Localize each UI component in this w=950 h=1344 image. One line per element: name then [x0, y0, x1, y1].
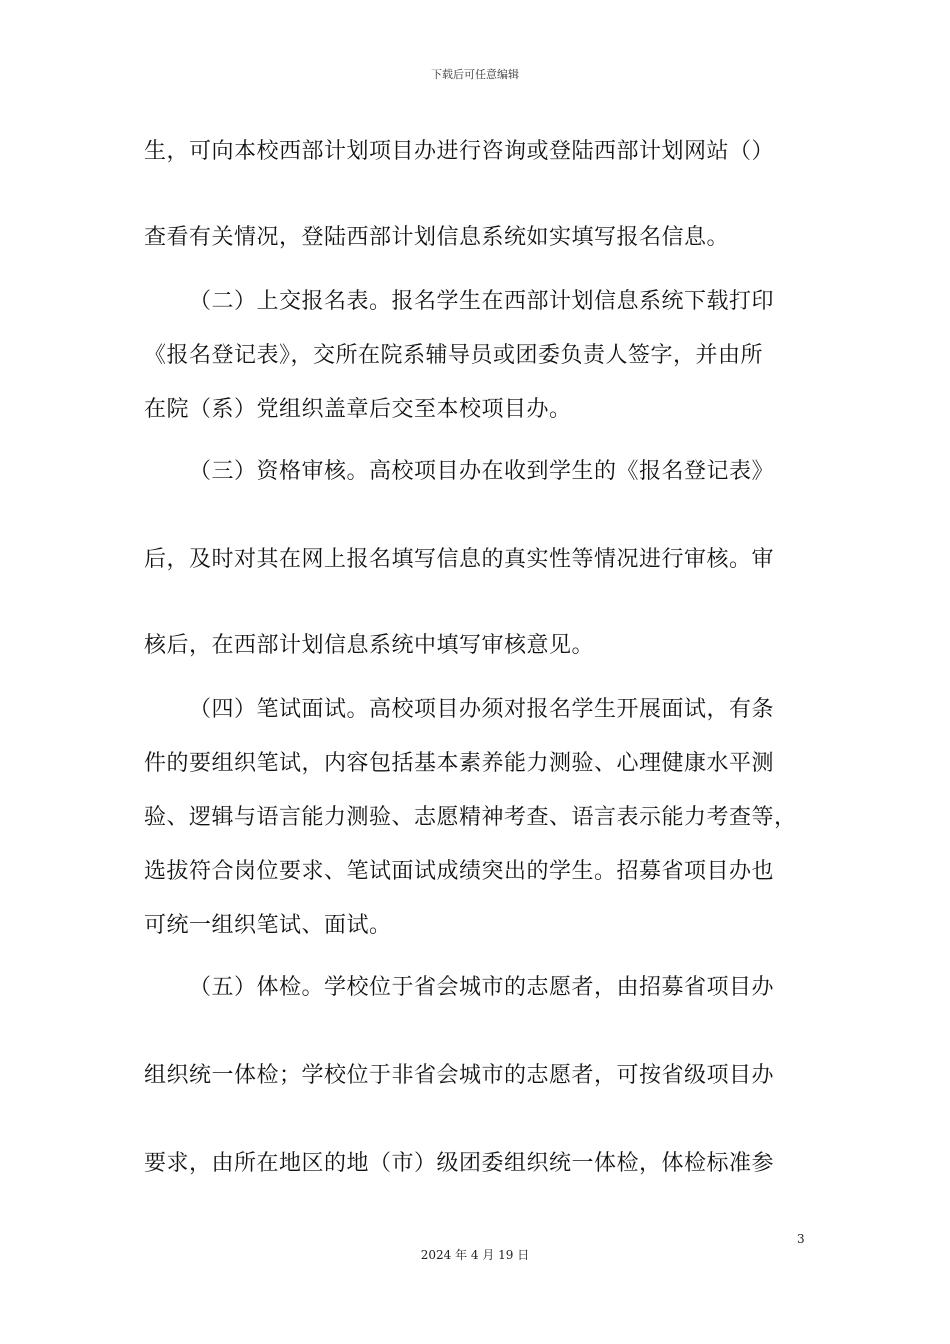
page-number: 3 — [797, 1232, 805, 1246]
body-line: （二）上交报名表。报名学生在西部计划信息系统下载打印 — [189, 289, 775, 314]
body-line: 《报名登记表》，交所在院系辅导员或团委负责人签字，并由所 — [144, 343, 764, 368]
body-line: 核后，在西部计划信息系统中填写审核意见。 — [144, 633, 595, 658]
page-header: 下载后可任意编辑 — [431, 68, 519, 81]
body-line: 在院（系）党组织盖章后交至本校项目办。 — [144, 397, 572, 422]
body-line: （五）体检。学校位于省会城市的志愿者，由招募省项目办 — [189, 975, 775, 1000]
body-line: 要求，由所在地区的地（市）级团委组织统一体检，体检标准参 — [144, 1151, 775, 1176]
body-line: 可统一组织笔试、面试。 — [144, 913, 392, 938]
body-line: 件的要组织笔试，内容包括基本素养能力测验、心理健康水平测 — [144, 751, 775, 776]
body-line: 生，可向本校西部计划项目办进行咨询或登陆西部计划网站（） — [144, 139, 775, 164]
body-line: 查看有关情况，登陆西部计划信息系统如实填写报名信息。 — [144, 225, 730, 250]
body-line: 后，及时对其在网上报名填写信息的真实性等情况进行审核。审 — [144, 547, 775, 572]
body-line: 验、逻辑与语言能力测验、志愿精神考查、语言表示能力考查等， — [144, 805, 797, 830]
body-line: （四）笔试面试。高校项目办须对报名学生开展面试，有条 — [189, 697, 775, 722]
body-line: 选拔符合岗位要求、笔试面试成绩突出的学生。招募省项目办也 — [144, 859, 775, 884]
body-line: 组织统一体检；学校位于非省会城市的志愿者，可按省级项目办 — [144, 1063, 775, 1088]
body-line: （三）资格审核。高校项目办在收到学生的《报名登记表》 — [189, 459, 775, 484]
footer-date: 2024 年 4 月 19 日 — [420, 1248, 530, 1262]
